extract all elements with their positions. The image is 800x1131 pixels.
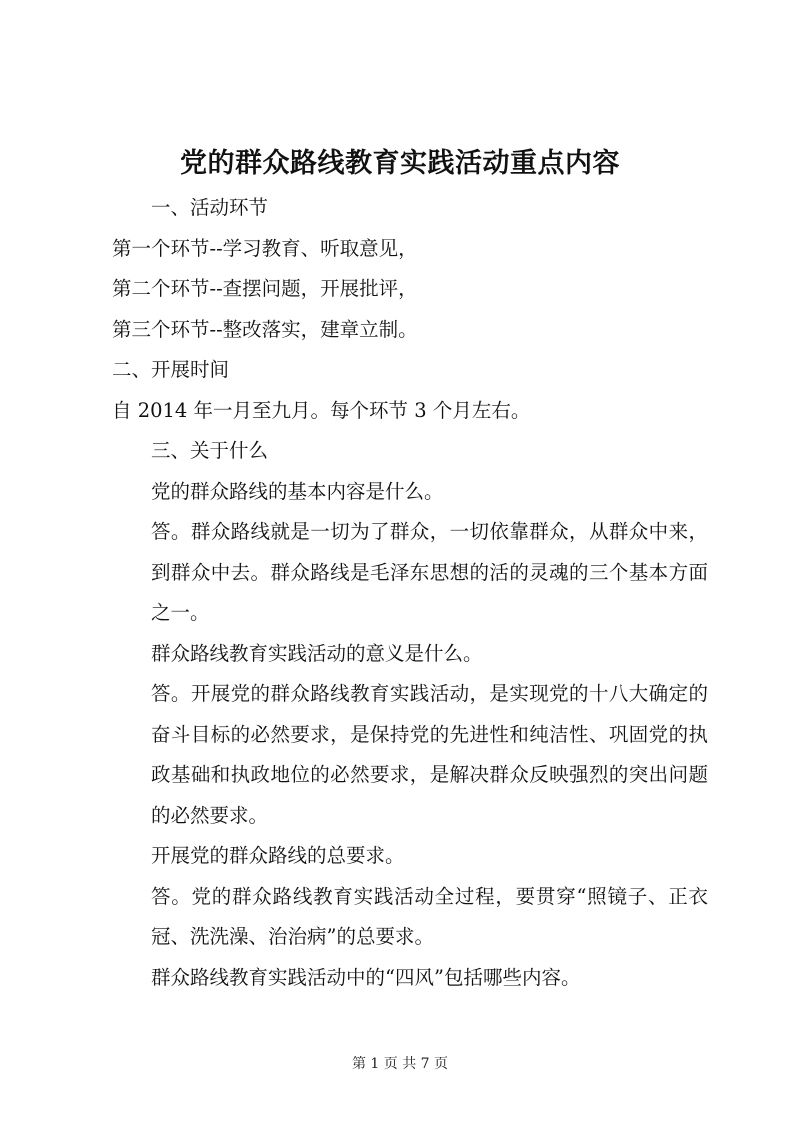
question-basic-content: 党的群众路线的基本内容是什么。 [151, 479, 444, 503]
text-line-stage-2: 第二个环节--查摆问题，开展批评， [112, 277, 418, 300]
question-four-winds: 群众路线教育实践活动中的“四风”包括哪些内容。 [151, 965, 581, 989]
answer-paragraph-basic-content: 答。群众路线就是一切为了群众，一切依靠群众，从群众中来，到群众中去。群众路线是毛泽东思想的活的灵魂的三个基本方面之一。 [151, 520, 708, 624]
document-body [112, 188, 708, 998]
section-heading-timing: 二、开展时间 [112, 358, 230, 381]
section-heading-activity-stages: 一、活动环节 [151, 196, 269, 219]
section-heading-about: 三、关于什么 [151, 439, 269, 462]
page-footer: 第 1 页 共 7 页 [351, 1056, 449, 1072]
answer-paragraph-significance: 答。开展党的群众路线教育实践活动，是实现党的十八大确定的奋斗目标的必然要求，是保持党的先进性和纯洁性、巩固党的执政基础和执政地位的必然要求，是解决群众反映强烈的突出问题的必然要求。 [151, 682, 708, 827]
answer-paragraph-general-requirement: 答。党的群众路线教育实践活动全过程，要贯穿“照镜子、正衣冠、洗洗澡、治治病”的总要求。 [151, 884, 708, 948]
question-significance: 群众路线教育实践活动的意义是什么。 [151, 641, 483, 665]
text-line-stage-1: 第一个环节--学习教育、听取意见， [112, 236, 418, 260]
question-general-requirement: 开展党的群众路线的总要求。 [151, 844, 405, 867]
text-line-stage-3: 第三个环节--整改落实，建章立制。 [112, 317, 418, 341]
text-line-timing: 自 2014 年一月至九月。每个环节 3 个月左右。 [112, 398, 531, 422]
document-title: 党的群众路线教育实践活动重点内容 [180, 148, 620, 179]
